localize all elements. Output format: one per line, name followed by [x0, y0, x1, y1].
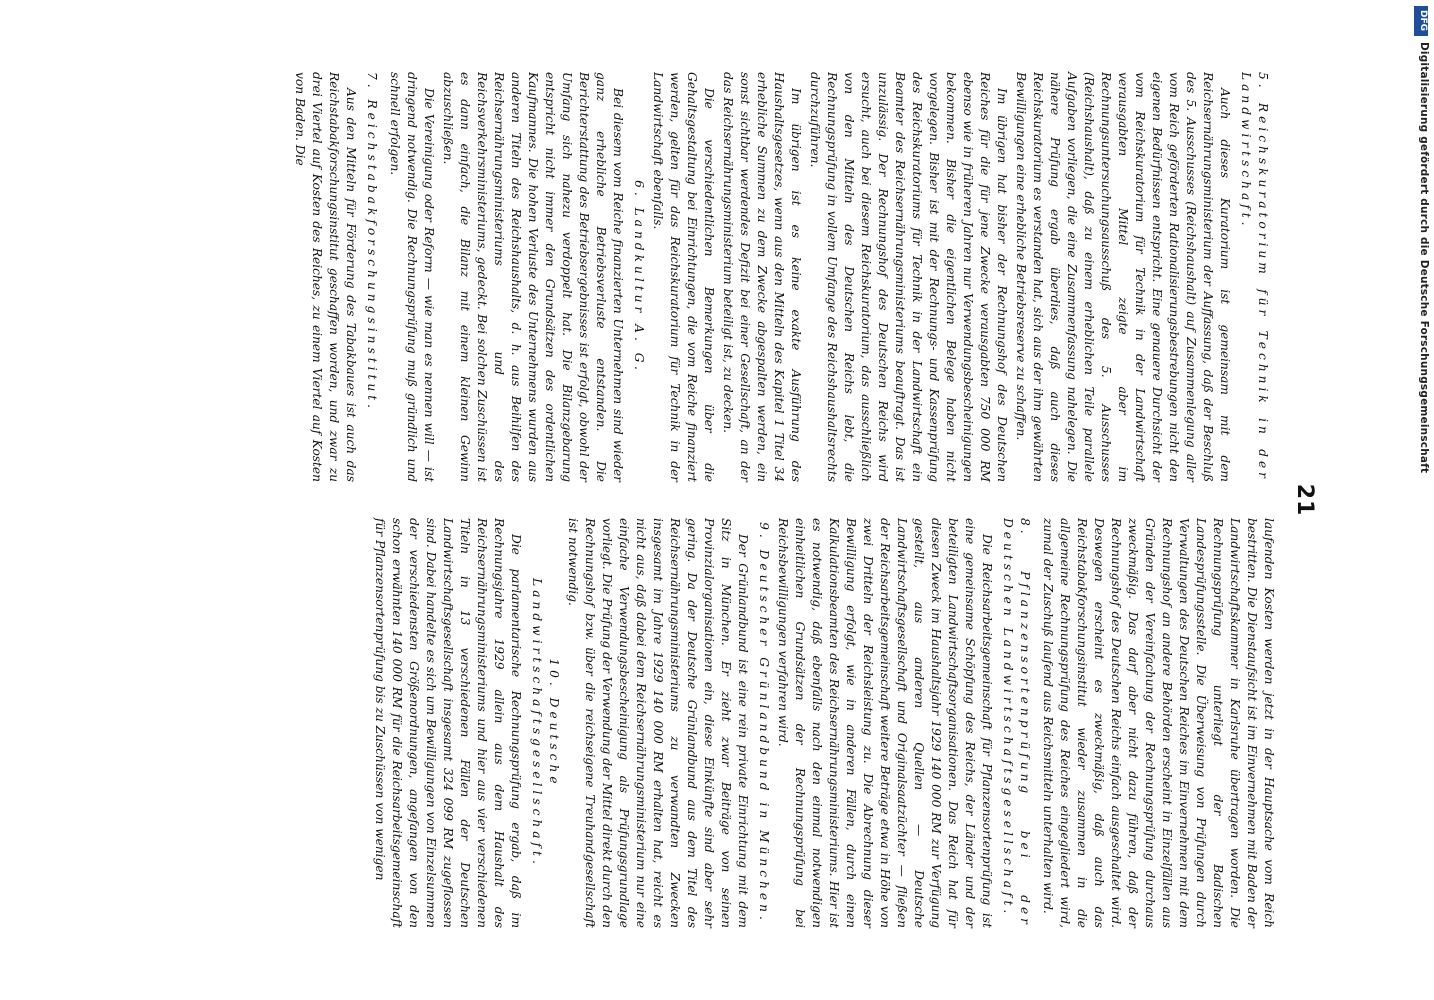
section-10-paragraph-1: Die parlamentarische Rechnungsprüfung ergab, daß im Rechnungsjahre 1929 allein aus dem Haushalt des Reichsernährungsministeriums und hier aus vier verschiedenen Titeln in 13 verschiedenen Fällen der Deutschen Landwirtschaftsgesellschaft insgesamt 324 099 RM zugeflossen sind. Dabei handelte es sich um Bewilligungen von Einzelsummen der verschiedensten Größenordnungen, angefangen von den schon erwähnten 140 000 RM für die Reichsarbeitsgemeinschaft für Pflanzensortenprüfung bis zu Zuschüssen von wenigen — [373, 518, 523, 928]
digitization-credit: Digitalisierung gefördert durch die Deutsche Forschungsgemeinschaft — [1418, 42, 1430, 474]
rotated-page-content — [117, 50, 1317, 950]
section-10-title: 10. Deutsche Landwirtschaftsgesellschaft. — [530, 578, 561, 868]
section-5-title: 5. Reichskuratorium für Technik in der Landwirtschaft. — [1239, 72, 1270, 482]
section-5-paragraph-1: Auch dieses Kuratorium ist gemeinsam mit dem Reichsernährungsministerium der Auffassung, daß der Beschluß des 5. Ausschusses (Reichshaushalt) auf Zusammenlegung aller vom Reich geförderten Rationalisierungsbestrebungen nicht den eigenen Bedürfnissen entspricht. Eine genauere Durchsicht der vom Reichskuratorium für Technik in der Landwirtschaft verausgabten Mittel zeigte aber im Rechnungsuntersuchungsausschuß des 5. Ausschusses (Reichshaushalt), daß zu einem erheblichen Teile parallele Aufgaben vorliegen, die eine Zusammenfassung nahelegen. Die nähere Prüfung ergab überdies, daß auch dieses Reichskuratorium es verstanden hat, sich aus der ihm gewährten Bewilligungen eine erhebliche Betriebsreserve zu schaffen. — [1014, 72, 1232, 482]
section-7-paragraph-1: Aus den Mitteln für Förderung des Tabakbaues ist auch das Reichstabakforschungsinstitut geschaffen worden, und zwar zu drei Viertel auf Kosten des Reiches, zu einem Viertel auf Kosten von Baden. Die — [293, 72, 358, 482]
page-number: 21 — [1292, 483, 1317, 517]
dfg-logo: DFG — [1414, 6, 1428, 36]
section-6-title: 6. Landkultur A. G. — [632, 180, 646, 374]
section-8-title: 8. Pflanzensortenprüfung bei der Deutschen Landwirtschaftsgesellschaft. — [1001, 518, 1032, 928]
continued-paragraph: laufenden Kosten werden jetzt in der Hauptsache vom Reich bestritten. Die Dienstaufsicht ist im Einvernehmen mit Baden der Landwirtschaftskammer in Karlsruhe übertragen worden. Die Rechnungsprüfung unterliegt der Badischen Landesprüfungsstelle. Die Überweisung von Prüfungen durch Verwaltungen des Deutschen Reiches im Einvernehmen mit dem Rechnungshof an andere Behörden erscheint in Einzelfällen aus Gründen der Vereinfachung der Rechnungsprüfung durchaus zweckmäßig. Das darf aber nicht dazu führen, daß der Rechnungshof des Deutschen Reichs einfach ausgeschaltet wird. Deswegen erscheint es zweckmäßig, daß auch das Reichstabakforschungsinstitut wieder zusammen in die allgemeine Rechnungsprüfung des Reiches eingegliedert wird, zumal der Zuschuß laufend aus Reichsmitteln unterhalten wird. — [1041, 518, 1276, 928]
section-6-paragraph-2: Die Vereinigung oder Reform — wie man es nennen will — ist dringend notwendig. Die Rechnungsprüfung muß gründlich und schnell erfolgen. — [388, 72, 436, 482]
section-7-title: 7. Reichstabakforschungsinstitut. — [365, 72, 379, 413]
section-5-paragraph-3: Im übrigen ist es keine exakte Ausführung des Haushaltsgesetzes, wenn aus den Mitteln des Kapitel 1 Titel 34 erhebliche Summen zu dem Zwecke abgespalten werden, ein sonst sichtbar werdendes Defizit bei einer Gesellschaft, an der das Reichsernährungsministerium beteiligt ist, zu decken. — [721, 72, 803, 482]
section-8-paragraph-1: Die Reichsarbeitsgemeinschaft für Pflanzensortenprüfung ist eine gemeinsame Schöpfung des Reichs, der Länder und der beteiligten Landwirtschaftsorganisationen. Das Reich hat für diesen Zweck im Haushaltsjahr 1929 140 000 RM zur Verfügung gestellt, aus anderen Quellen — Deutsche Landwirtschaftsgesellschaft und Originalsaatzüchter — fließen der Reichsarbeitsgemeinschaft weitere Beträge etwa in Höhe von zwei Dritteln der Reichsleistung zu. Die Abrechnung dieser Bewilligung erfolgt, wie in anderen Fällen, durch einen Kalkulationsbeamten des Reichsernährungsministeriums. Hier ist es notwendig, daß ebenfalls nach den einmal notwendigen einheitlichen Grundsätzen der Rechnungsprüfung bei Reichsbewilligungen verfahren wird. — [776, 518, 994, 928]
left-column — [289, 72, 1277, 482]
section-9-title: 9. Deutscher Grünlandbund in München. — [757, 522, 771, 924]
section-9-paragraph-1: Der Grünlandbund ist eine rein private Einrichtung mit dem Sitz in München. Er zieht zwar Beiträge von seinen Provinzialorganisationen ein, diese Einkünfte sind aber sehr gering. Da der Deutsche Grünlandbund aus dem Titel des Reichsernährungsministeriums zu verwandten Zwecken insgesamt im Jahre 1929 140 000 RM erhalten hat, reicht es nicht aus, daß dabei dem Reichsernährungsministerium nur eine einfache Verwendungsbescheinigung als Prüfungsgrundlage vorliegt. Die Prüfung der Verwendung der Mittel direkt durch den Rechnungshof bzw. über die reichseigene Treuhandgesellschaft ist notwendig. — [566, 518, 750, 928]
section-5-paragraph-4: Die verschiedentlichen Bemerkungen über die Gehaltsgestaltung bei Einrichtungen, die vom Reiche finanziert werden, gelten für das Reichskuratorium für Technik in der Landwirtschaft ebenfalls. — [651, 72, 716, 482]
right-column — [369, 518, 1277, 928]
section-5-paragraph-2: Im übrigen hat bisher der Rechnungshof des Deutschen Reiches für die für jene Zwecke verausgabten 750 000 RM ebenso wie in früheren Jahren nur Verwendungsbescheinigungen bekommen. Bisher die eigentlichen Belege haben nicht vorgelegen. Bisher ist mit der Rechnungs- und Kassenprüfung des Reichskuratoriums für Technik in der Landwirtschaft ein Beamter des Reichsernährungsministeriums beauftragt. Das ist unzulässig. Der Rechnungshof des Deutschen Reichs wird ersucht, auch bei diesem Reichskuratorium, das ausschließlich von den Mitteln des Deutschen Reichs lebt, die Rechnungsprüfung in vollem Umfange des Reichshaushaltsrechts durchzuführen. — [808, 72, 1009, 482]
section-6-paragraph-1: Bei diesem vom Reiche finanzierten Unternehmen sind wieder ganz erhebliche Betriebsverluste entstanden. Die Berichterstattung des Betriebsergebnisses ist erfolgt, obwohl der Umfang sich nahezu verdoppelt hat. Die Bilanzgebarung entspricht nicht immer den Grundsätzen des ordentlichen Kaufmannes. Die hohen Verluste des Unternehmens wurden aus anderen Titeln des Reichshaushalts, d. h. aus Beihilfen des Reichsernährungsministeriums und des Reichsverkehrsministeriums, gedeckt. Bei solchen Zuschüssen ist es dann einfach, die Bilanz mit einem kleinen Gewinn abzuschließen. — [441, 72, 625, 482]
